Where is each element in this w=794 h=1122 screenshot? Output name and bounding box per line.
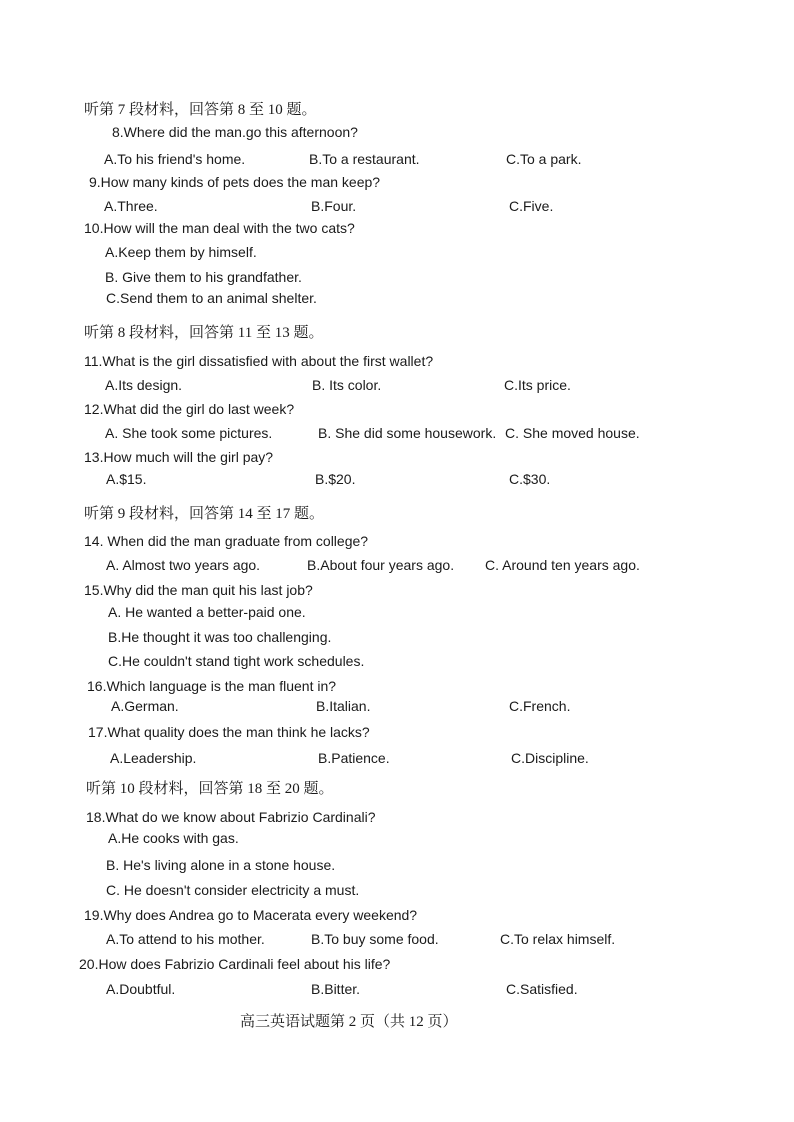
option-c: C.Discipline. <box>511 750 589 766</box>
section-header: 听第 9 段材料，回答第 14 至 17 题。 <box>84 506 325 522</box>
option-b: B. Give them to his grandfather. <box>105 269 302 285</box>
option-a: A. He wanted a better-paid one. <box>108 604 306 620</box>
section-header: 听第 10 段材料，回答第 18 至 20 题。 <box>86 781 334 797</box>
option-c: C.Send them to an animal shelter. <box>106 290 317 306</box>
question-stem: 19.Why does Andrea go to Macerata every weekend? <box>84 907 418 923</box>
option-c: C.Its price. <box>504 377 571 393</box>
option-b: B. She did some housework. <box>318 425 497 441</box>
option-a: A.Three. <box>104 198 158 214</box>
option-c: C.He couldn't stand tight work schedules. <box>108 653 365 669</box>
option-b: B. Its color. <box>312 377 382 393</box>
option-a: A.Keep them by himself. <box>105 244 257 260</box>
option-c: C.Satisfied. <box>506 981 578 997</box>
option-b: B.He thought it was too challenging. <box>108 629 332 645</box>
question-stem: 13.How much will the girl pay? <box>84 449 274 465</box>
question-stem: 17.What quality does the man think he lacks? <box>88 724 370 740</box>
option-b: B.Italian. <box>316 698 371 714</box>
option-c: C.$30. <box>509 471 551 487</box>
option-b: B.Four. <box>311 198 357 214</box>
option-a: A.German. <box>111 698 179 714</box>
question-stem: 8.Where did the man.go this afternoon? <box>112 124 358 140</box>
page-footer: 高三英语试题第 2 页（共 12 页） <box>240 1014 458 1030</box>
option-b: B. He's living alone in a stone house. <box>106 857 336 873</box>
option-a: A. Almost two years ago. <box>106 557 261 573</box>
question-stem: 12.What did the girl do last week? <box>84 401 295 417</box>
question-stem: 14. When did the man graduate from college? <box>84 533 369 549</box>
question-stem: 16.Which language is the man fluent in? <box>87 678 337 694</box>
option-a: A.He cooks with gas. <box>108 830 239 846</box>
option-b: B.To a restaurant. <box>309 151 420 167</box>
option-a: A.To attend to his mother. <box>106 931 265 947</box>
option-b: B.Bitter. <box>311 981 361 997</box>
option-b: B.Patience. <box>318 750 390 766</box>
option-a: A.Its design. <box>105 377 183 393</box>
section-header: 听第 8 段材料，回答第 11 至 13 题。 <box>84 325 324 341</box>
option-c: C. Around ten years ago. <box>485 557 640 573</box>
option-c: C.French. <box>509 698 571 714</box>
question-stem: 11.What is the girl dissatisfied with about the first wallet? <box>84 353 434 369</box>
option-c: C.To a park. <box>506 151 582 167</box>
option-c: C. She moved house. <box>505 425 640 441</box>
option-c: C.To relax himself. <box>500 931 616 947</box>
option-a: A.To his friend's home. <box>104 151 246 167</box>
option-a: A. She took some pictures. <box>105 425 273 441</box>
option-c: C.Five. <box>509 198 554 214</box>
option-a: A.Doubtful. <box>106 981 176 997</box>
option-a: A.Leadership. <box>110 750 197 766</box>
option-b: B.To buy some food. <box>311 931 439 947</box>
question-stem: 20.How does Fabrizio Cardinali feel about his life? <box>79 956 391 972</box>
question-stem: 15.Why did the man quit his last job? <box>84 582 313 598</box>
option-b: B.$20. <box>315 471 356 487</box>
question-stem: 10.How will the man deal with the two cats? <box>84 220 355 236</box>
option-a: A.$15. <box>106 471 147 487</box>
question-stem: 18.What do we know about Fabrizio Cardinali? <box>86 809 376 825</box>
option-b: B.About four years ago. <box>307 557 455 573</box>
section-header: 听第 7 段材料，回答第 8 至 10 题。 <box>84 102 317 118</box>
option-c: C. He doesn't consider electricity a must. <box>106 882 360 898</box>
question-stem: 9.How many kinds of pets does the man keep? <box>89 174 381 190</box>
